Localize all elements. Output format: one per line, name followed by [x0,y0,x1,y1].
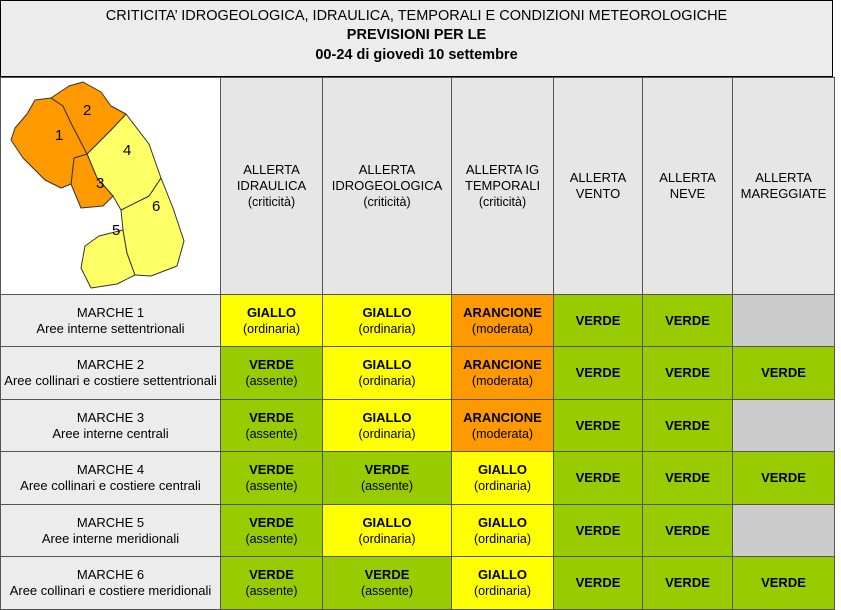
table-row [1,505,835,557]
alert-criticality: (assente) [360,584,414,598]
alert-criticality: (ordinaria) [358,426,416,441]
alert-cell [452,452,554,505]
column-header-subtitle: (criticità) [247,195,296,209]
alert-criticality: (moderata) [471,374,534,388]
alert-cell [643,347,733,400]
alert-cell [452,347,554,400]
alert-cell [323,400,452,452]
alert-cell [452,505,554,557]
alert-cell [643,557,733,610]
alert-level: VERDE [364,567,410,582]
alert-cell [323,452,452,505]
alert-level: VERDE [761,365,806,380]
alert-level: ARANCIONE [463,357,542,372]
alert-cell [733,557,835,610]
alert-cell [452,557,554,610]
alert-criticality: (ordinaria) [358,531,416,546]
zone-description: Aree interne meridionali [41,530,180,546]
column-header-line: ALLERTA [358,162,416,177]
table-row [1,347,835,400]
zone-name: MARCHE 2 [76,357,145,372]
alert-level: VERDE [575,470,621,485]
alert-cell [643,400,733,452]
alert-cell [452,295,554,347]
alert-level: VERDE [665,365,710,380]
zone-label-cell [1,347,221,400]
alert-criticality: (ordinaria) [358,374,416,388]
alert-level: GIALLO [362,357,412,372]
alert-cell [221,347,323,400]
alert-cell [554,347,643,400]
map-zone-label-5: 5 [112,222,121,239]
column-header-line: ALLERTA IG [465,162,540,177]
column-header-vento [554,78,643,295]
alert-cell [733,400,835,452]
alert-cell [221,505,323,557]
zone-label-cell [1,557,221,610]
zone-description: Aree collinari e costiere centrali [20,478,201,493]
column-header-line: ALLERTA [569,170,627,185]
column-header-line: ALLERTA [755,170,812,185]
alert-cell [323,295,452,347]
column-header-row [1,78,835,295]
zone-description: Aree interne settentrionali [36,320,185,336]
zone-description: Aree collinari e costiere settentrionali [4,373,217,388]
alert-cell [554,557,643,610]
column-header-neve [643,78,733,295]
column-header-mareggiate [733,78,835,295]
alert-level: VERDE [575,312,621,328]
zone-description: Aree interne centrali [52,425,169,441]
map-zone-label-1: 1 [55,127,64,144]
alert-criticality: (ordinaria) [358,321,416,336]
alert-level: VERDE [575,365,621,380]
alert-cell [643,295,733,347]
map-zone-label-3: 3 [96,175,105,192]
alert-criticality: (moderata) [471,321,534,336]
zone-description: Aree collinari e costiere meridionali [9,583,212,598]
zone-label-cell [1,400,221,452]
header-date: 00-24 di giovedì 10 settembre [315,47,518,63]
column-header-line: MAREGGIATE [740,186,827,201]
alert-cell [221,295,323,347]
column-header-subtitle: (criticità) [363,195,411,209]
zone-name: MARCHE 5 [76,514,145,530]
table-row [1,557,835,610]
bulletin-header [0,0,833,77]
zone-name: MARCHE 1 [76,304,145,320]
alert-cell [554,505,643,557]
column-header-line: ALLERTA [659,170,716,185]
alert-cell [554,400,643,452]
alert-level: VERDE [665,417,710,433]
column-header-subtitle: (criticità) [478,195,527,209]
table-row [1,452,835,505]
alert-level: GIALLO [362,409,412,425]
alert-cell [323,347,452,400]
alert-cell [643,505,733,557]
table-row [1,400,835,452]
alert-criticality: (assente) [245,426,298,441]
alert-cell [452,400,554,452]
alert-level: VERDE [249,462,294,477]
alert-level: VERDE [575,417,621,433]
alert-criticality: (ordinaria) [243,321,300,336]
zone-label-cell [1,452,221,505]
header-forecast-label: PREVISIONI PER LE [346,27,487,43]
alert-level: GIALLO [477,514,528,530]
alert-criticality: (assente) [245,479,298,493]
alert-cell [323,505,452,557]
alert-level: VERDE [665,312,710,328]
alert-cell [733,347,835,400]
alert-cell [554,295,643,347]
alert-level: VERDE [575,575,621,590]
alert-level: VERDE [249,357,294,372]
alert-cell [323,557,452,610]
zone-name: MARCHE 4 [76,462,145,477]
alert-level: VERDE [575,522,621,538]
alert-level: VERDE [665,522,710,538]
table-row [1,295,835,347]
alert-cell [221,557,323,610]
alert-level: VERDE [665,470,710,485]
column-header-line: ALLERTA [243,162,300,177]
zone-label-cell [1,505,221,557]
alert-level: VERDE [761,575,806,590]
alert-criticality: (ordinaria) [474,531,531,546]
zone-name: MARCHE 3 [76,409,145,425]
column-header-line: VENTO [575,186,621,201]
alert-level: VERDE [665,575,710,590]
column-header-line: NEVE [669,186,706,201]
alert-level: GIALLO [362,514,412,530]
map-zone-label-2: 2 [83,102,92,119]
alert-level: GIALLO [477,567,528,582]
zone-name: MARCHE 6 [76,567,145,582]
alert-level: VERDE [249,514,294,530]
alert-level: ARANCIONE [463,304,542,320]
alert-cell [221,400,323,452]
alert-cell [643,452,733,505]
alert-criticality: (moderata) [471,426,534,441]
alert-criticality: (assente) [245,584,298,598]
alert-criticality: (assente) [245,531,298,546]
alert-level: VERDE [364,462,410,477]
zone-label-cell [1,295,221,347]
header-title: CRITICITA’ IDROGEOLOGICA, IDRAULICA, TEMPORALI E CONDIZIONI METEOROLOGICHE [105,8,728,24]
alert-level: VERDE [761,470,806,485]
alert-criticality: (ordinaria) [474,479,531,493]
alert-criticality: (assente) [360,479,414,493]
alert-level: VERDE [249,567,294,582]
alert-level: GIALLO [477,462,528,477]
map-zone-label-6: 6 [152,198,161,215]
column-header-line: IDROGEOLOGICA [331,178,443,193]
column-header-temporali [452,78,554,295]
alert-table [0,77,835,610]
alert-criticality: (ordinaria) [474,584,531,598]
alert-level: ARANCIONE [463,409,542,425]
alert-cell [554,452,643,505]
region-map-cell [1,78,221,295]
alert-cell [733,452,835,505]
alert-level: VERDE [249,409,294,425]
alert-level: GIALLO [362,304,412,320]
marche-zone-map [1,78,220,290]
column-header-line: IDRAULICA [236,178,307,193]
map-zone-label-4: 4 [123,142,132,159]
alert-cell [733,295,835,347]
alert-criticality: (assente) [245,374,298,388]
column-header-idraulica [221,78,323,295]
alert-cell [221,452,323,505]
column-header-line: TEMPORALI [464,178,541,193]
alert-cell [733,505,835,557]
column-header-idrogeologica [323,78,452,295]
alert-level: GIALLO [246,304,297,320]
